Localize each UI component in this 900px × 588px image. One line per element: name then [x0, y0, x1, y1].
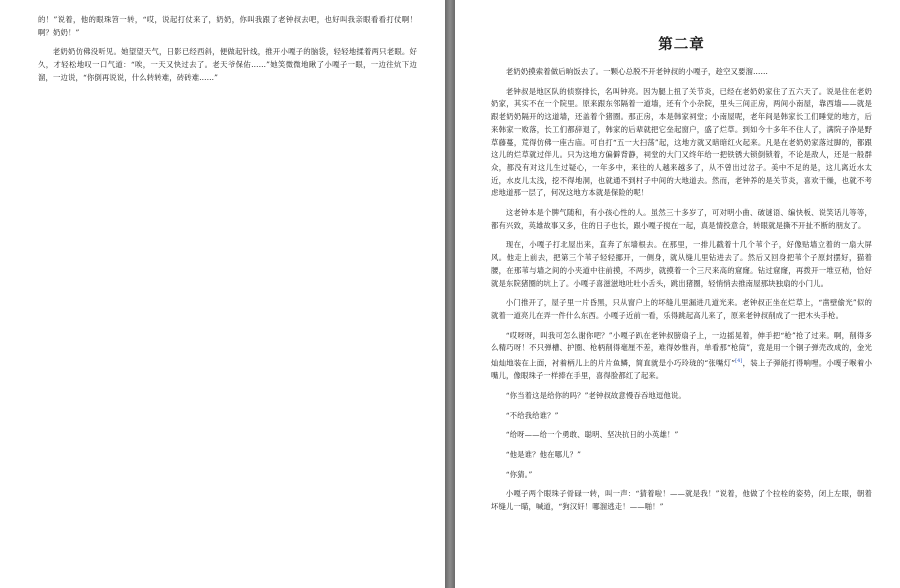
footnote-ref-link[interactable]: [4]	[735, 358, 743, 365]
left-page	[0, 0, 445, 588]
right-paragraph-3: 这老钟本是个脾气随和，有小孩心性的人。虽然三十多岁了，可对明小曲、破谜语、编快板、说笑话儿等等，都有兴致，英雄故事又多，住的日子也长，跟小嘎子搅在一起，真是情投意合，转眼就是撕不开扯不断的朋友了。	[491, 208, 872, 230]
right-paragraph-7: “你当着这是给你的吗？”老钟叔故意慢吞吞地逗他说。	[505, 390, 686, 400]
left-paragraph-1: 的！”说着，他的眼珠笤一转，“哎，说起打仗来了，奶奶，你叫我跟了老钟叔去吧，也好叫我亲眼看看打仗啊！啊？奶奶！”	[38, 15, 417, 37]
paragraph-6-text: “哎呀呀，叫我可怎么谢你吧？”小嘎子趴在老钟叔膀扇子上，一边摇晃着，伸手把“枪”抢了过来。啊，削得多么精巧呀！不只弹槽、护圈、枪柄削得毫厘不差，难得妙惟肖，单看那“枪筒”，竟是用一个铜子弹壳改成的，金光灿灿地装在上面，衬着柄儿上的片片鱼鳞，简直就是小巧玲珑的“张嘴灯”	[491, 330, 872, 368]
right-paragraph-11: “你猜。”	[505, 469, 533, 479]
right-paragraph-12: 小嘎子两个眼珠子骨碌一转，叫一声：“猜着啦！——就是我！”说着，他做了个拉栓的姿势，闭上左眼，朝着坏缝儿一瞄，喊道，“狗汉奸！哪溜逃走！——啪！”	[491, 489, 872, 512]
paragraph-6-text-after: ，装上子弹能打得响哩。小嘎子喉着小嘴儿，像眼珠子一样捧在手里，喜得脸都红了起来。	[491, 358, 872, 381]
left-paragraph-2: 老奶奶仿佛没听见。她望望天气，日影已经西斜，便做起针线，推开小嘎子的脑袋，轻轻地揉着两只老眼。好久，才轻松地叹一口气道：“唉，一天又快过去了。老天爷保佑……”她笑微微地瞅了小嘎子一眼，一边往炕下边溜，一边说，“你倒再说说，什么转转难，砖砖难……”	[38, 47, 417, 82]
right-paragraph-4: 现在，小嘎子打北屋出来，直奔了东墙根去。在那里，一排儿戳着十几个苇个子，好像贴墙立着的一扇大屏风。他走上前去，把第三个苇子轻轻挪开，一侧身，就从缝儿里钻进去了。然后又回身把苇个子原封摆好，猫着腰，在那苇与墙之间的小夹道中往前摸，不两步，就摸着一个三尺来高的窟窿。钻过窟窿，再拨开一堆豆秸，恰好就是东院猪圈的坑上了。小嘎子喜滋滋地吐吐小舌头，跳出猪圈，轻悄悄去推南屋那块独扇的小门儿。	[491, 240, 872, 288]
right-paragraph-8: “不给我给谁？”	[505, 410, 559, 420]
chapter-title: 第二章	[658, 36, 705, 53]
page-divider	[445, 0, 455, 588]
right-paragraph-6	[491, 330, 872, 383]
right-paragraph-5: 小门推开了，屋子里一片昏黑，只从窗户上的坏缝儿里漏进几道光来。老钟叔正坐在烂草上，“凿壁偷光”似的就着一道亮儿在弄一件什么东西。小嘎子近前一看，乐得跳起高儿来了，原来老钟叔削成了一把木头手枪。	[491, 298, 872, 320]
right-paragraph-1: 老奶奶摸索着做后晌饭去了。一颗心总脱不开老钟叔的小嘎子，趁空又要溜……	[505, 67, 768, 76]
right-paragraph-10: “他是谁？他在哪儿？”	[505, 450, 581, 460]
right-page	[455, 0, 900, 588]
right-paragraph-9: “给呀——给一个勇敢、聪明、坚决抗日的小英雄！”	[505, 430, 679, 440]
right-paragraph-2: 老钟叔是地区队的侦察排长，名叫钟亮。因为腿上扭了关节炎，已经在老奶奶家住了五六天了。说是住在老奶奶家，其实不在一个院里。原来跟东邻隔着一道墙，还有个小杂院，里头三间正房，两间小南屋，靠西墙——就是跟老奶奶隔开的这道墙，还盖着个猪圈。那正房，本是韩家祠堂；小南屋呢，老年间是韩家长工们睡觉的地方，后来韩家一败落，长工们都辞退了，韩家的后辈就把它垒起窗户，盛了烂草。到如今十多年不住人了，满院子净是野草藤蔓，荒得仿佛一座古庙。可自打“五一大扫荡”起，这地方就又暗暗红火起来。凡是在老奶奶家落过脚的，都跟这儿的烂草就过伴儿。只为这地方偏僻背静，祠堂的大门又终年给一把铁锈大锁倒锁着，不论是敌人，还是一般群众，都没有对这儿生过疑心，一年多中，来往的人越来越多了，从不曾出过岔子。美中不足的是，这儿离近水太近，水皮儿太浅，挖不得地洞，也就通不到村子中间的大地道去。然而，老钟养的是关节炎，喜欢干燥，也就不考虑地道那一层了，何况这地方本就是保险的呢！	[491, 86, 872, 198]
